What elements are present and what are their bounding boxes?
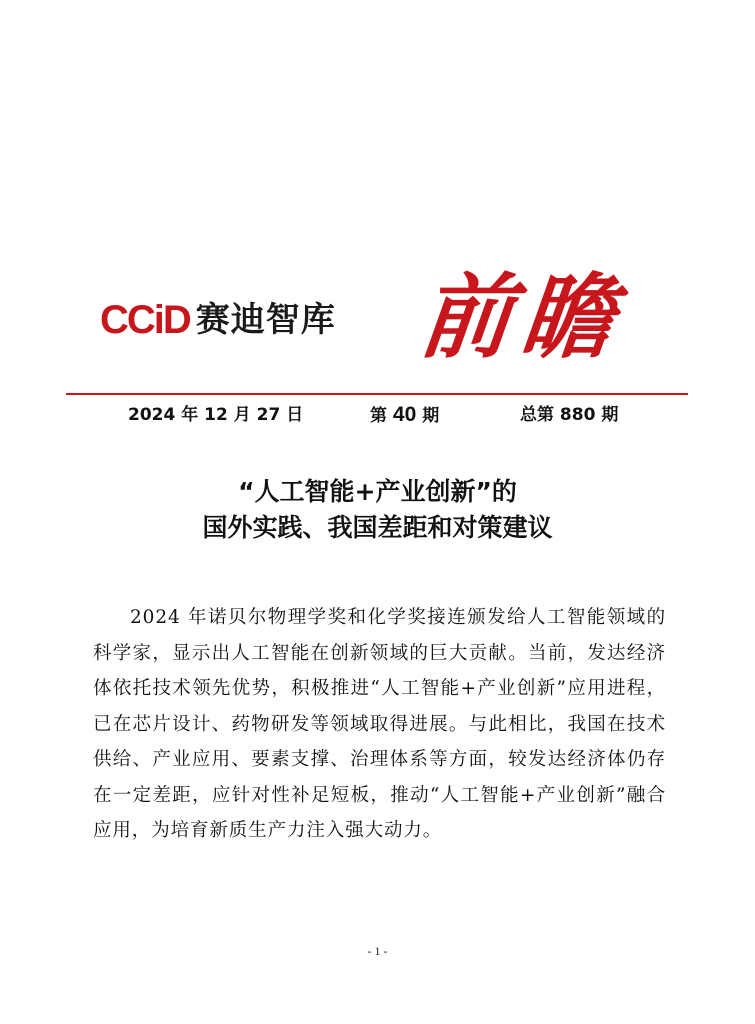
issue-number-suffix: 期 (422, 406, 440, 426)
article-title-line1: “人工智能+产业创新”的 (238, 477, 517, 506)
body-paragraph: 2024 年诺贝尔物理学奖和化学奖接连颁发给人工智能领域的科学家，显示出人工智能在创新领域的巨大贡献。当前，发达经济体依托技术领先优势，积极推进“人工智能+产业创新”应用进程，已在芯片设计、药物研发等领域取得进展。与此相比，我国在技术供给、产业应用、要素支撑、治理体系等方面，较发达经济体仍存在一定差距，应针对性补足短板，推动“人工智能+产业创新”融合应用，为培育新质生产力注入强大动力。 (93, 607, 666, 841)
masthead (0, 0, 755, 400)
article-title-line2: 国外实践、我国差距和对策建议 (202, 513, 553, 542)
page-number: - 1 - (367, 944, 388, 958)
logo-name: 赛迪智库 (195, 300, 336, 340)
issue-number-value: 40 (392, 403, 417, 426)
article-title (0, 474, 755, 546)
issue-info-row (0, 400, 755, 430)
issue-total: 总第 880 期 (520, 405, 619, 425)
logo-letters: CCiD (100, 298, 190, 342)
masthead-divider (66, 393, 688, 395)
issue-date: 2024 年 12 月 27 日 (128, 405, 304, 425)
ccid-logo (100, 295, 336, 345)
issue-number-prefix: 第 (370, 406, 387, 426)
masthead-title: 前瞻 (414, 263, 630, 371)
issue-number (370, 400, 439, 431)
